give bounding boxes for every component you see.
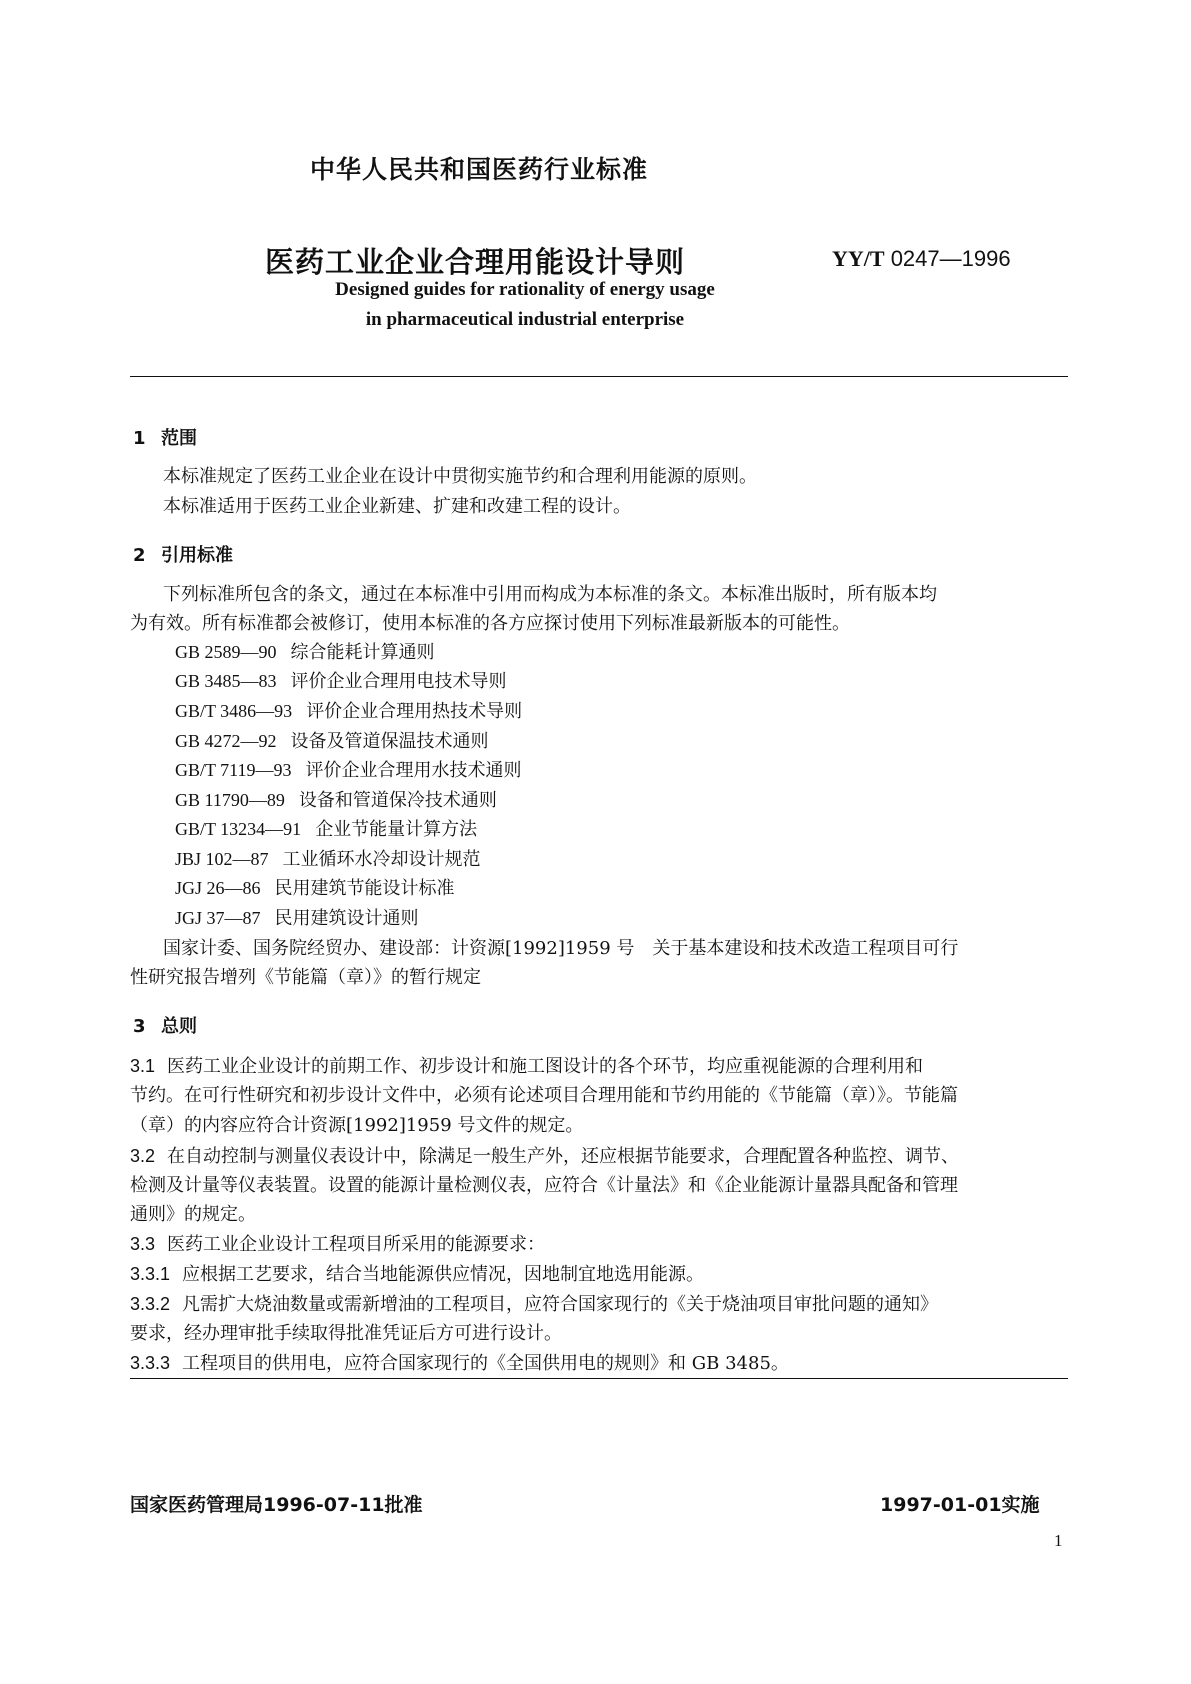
reference-item [175,874,455,900]
clause-text: 在自动控制与测量仪表设计中，除满足一般生产外，还应根据节能要求，合理配置各种监控、调节、 [167,1146,960,1167]
section-2-intro-line-1: 下列标准所包含的条文，通过在本标准中引用而构成为本标准的条文。本标准出版时，所有版本均 [163,584,937,605]
clause-3-2-line-1 [130,1141,959,1172]
reference-title: 工业循环水冷却设计规范 [282,849,481,870]
clause-text: 凡需扩大烧油数量或需新增油的工程项目，应符合国家现行的《关于烧油项目审批问题的通知》 [182,1294,939,1315]
reference-code: JGJ 26—86 [175,878,261,898]
clause-3-1-line-2: 节约。在可行性研究和初步设计文件中，必须有论述项目合理用能和节约用能的《节能篇（章）》。节能篇 [130,1085,958,1106]
footer-divider [130,1378,1068,1379]
section-3-number: 3 [133,1016,146,1037]
reference-title: 设备和管道保冷技术通则 [298,790,497,811]
standard-number: 0247—1996 [890,246,1011,271]
section-3-heading [133,1012,197,1038]
clause-3-1-line-3: （章）的内容应符合计资源[1992]1959 号文件的规定。 [130,1115,584,1136]
header-divider [130,376,1068,377]
clause-3-3-1-line-1 [130,1259,704,1290]
clause-number: 3.2 [130,1146,156,1166]
reference-item [175,756,522,782]
reference-code: JBJ 102—87 [175,849,269,869]
reference-code: JGJ 37—87 [175,908,261,928]
english-title-line-1: Designed guides for rationality of energy usage [335,279,715,300]
section-1-paragraph: 本标准规定了医药工业企业在设计中贯彻实施节约和合理利用能源的原则。 [163,466,757,487]
section-2-intro-line-2: 为有效。所有标准都会被修订，使用本标准的各方应探讨使用下列标准最新版本的可能性。 [130,613,850,634]
reference-item [175,845,481,871]
section-2-extra-line-2: 性研究报告增列《节能篇（章）》的暂行规定 [130,967,481,988]
clause-3-3-3-line-1 [130,1348,789,1379]
reference-code: GB 4272—92 [175,731,277,751]
section-1-heading [133,424,197,450]
section-2-title: 引用标准 [161,545,233,566]
clause-text: 应根据工艺要求，结合当地能源供应情况，因地制宜地选用能源。 [182,1264,705,1285]
clause-3-2-line-2: 检测及计量等仪表装置。设置的能源计量检测仪表，应符合《计量法》和《企业能源计量器具配备和管理 [130,1175,958,1196]
section-2-heading [133,541,233,567]
section-1-paragraph: 本标准适用于医药工业企业新建、扩建和改建工程的设计。 [163,496,631,517]
clause-number: 3.3.3 [130,1353,171,1373]
reference-title: 评价企业合理用电技术导则 [290,671,507,692]
clause-3-1-line-1 [130,1051,923,1082]
clause-text: 医药工业企业设计的前期工作、初步设计和施工图设计的各个环节，均应重视能源的合理利用和 [167,1056,924,1077]
clause-number: 3.3.1 [130,1264,171,1284]
clause-3-3-line-1 [130,1229,545,1260]
reference-item [175,786,497,812]
effective-date: 1997-01-01实施 [880,1494,1040,1516]
approval-note: 国家医药管理局1996-07-11批准 [130,1494,423,1516]
reference-code: GB 3485—83 [175,671,277,691]
reference-title: 民用建筑设计通则 [274,908,419,929]
section-1-number: 1 [133,428,146,449]
reference-item [175,904,419,930]
section-2-extra-line-1: 国家计委、国务院经贸办、建设部：计资源[1992]1959 号 关于基本建设和技术改造工程项目可行 [163,938,959,959]
reference-title: 评价企业合理用热技术导则 [306,701,523,722]
reference-code: GB/T 3486—93 [175,701,293,721]
clause-3-3-2-line-2: 要求，经办理审批手续取得批准凭证后方可进行设计。 [130,1323,562,1344]
clause-text: 医药工业企业设计工程项目所采用的能源要求： [167,1234,546,1255]
clause-number: 3.1 [130,1056,156,1076]
reference-code: GB 11790—89 [175,790,285,810]
document-title: 医药工业企业合理用能设计导则 [265,245,686,279]
clause-3-2-line-3: 通则》的规定。 [130,1204,256,1225]
section-2-number: 2 [133,545,146,566]
section-3-title: 总则 [161,1016,197,1037]
reference-title: 民用建筑节能设计标准 [274,878,455,899]
reference-code: GB/T 13234—91 [175,819,302,839]
reference-item [175,667,507,693]
clause-number: 3.3 [130,1234,156,1254]
page-number: 1 [1054,1531,1063,1550]
standard-code [832,246,1011,272]
reference-item [175,727,489,753]
clause-number: 3.3.2 [130,1294,171,1314]
reference-item [175,697,522,723]
reference-title: 企业节能量计算方法 [315,819,478,840]
section-1-title: 范围 [161,428,197,449]
reference-title: 设备及管道保温技术通则 [290,731,489,752]
reference-title: 评价企业合理用水技术通则 [305,760,522,781]
reference-title: 综合能耗计算通则 [290,642,435,663]
reference-item [175,815,477,841]
reference-code: GB 2589—90 [175,642,277,662]
standard-prefix: YY/T [832,246,885,271]
clause-3-3-2-line-1 [130,1289,938,1320]
issuer-title: 中华人民共和国医药行业标准 [310,155,649,184]
reference-item [175,638,435,664]
english-title-line-2: in pharmaceutical industrial enterprise [365,309,685,330]
clause-text: 工程项目的供用电，应符合国家现行的《全国供用电的规则》和 GB 3485。 [182,1353,789,1374]
reference-code: GB/T 7119—93 [175,760,292,780]
